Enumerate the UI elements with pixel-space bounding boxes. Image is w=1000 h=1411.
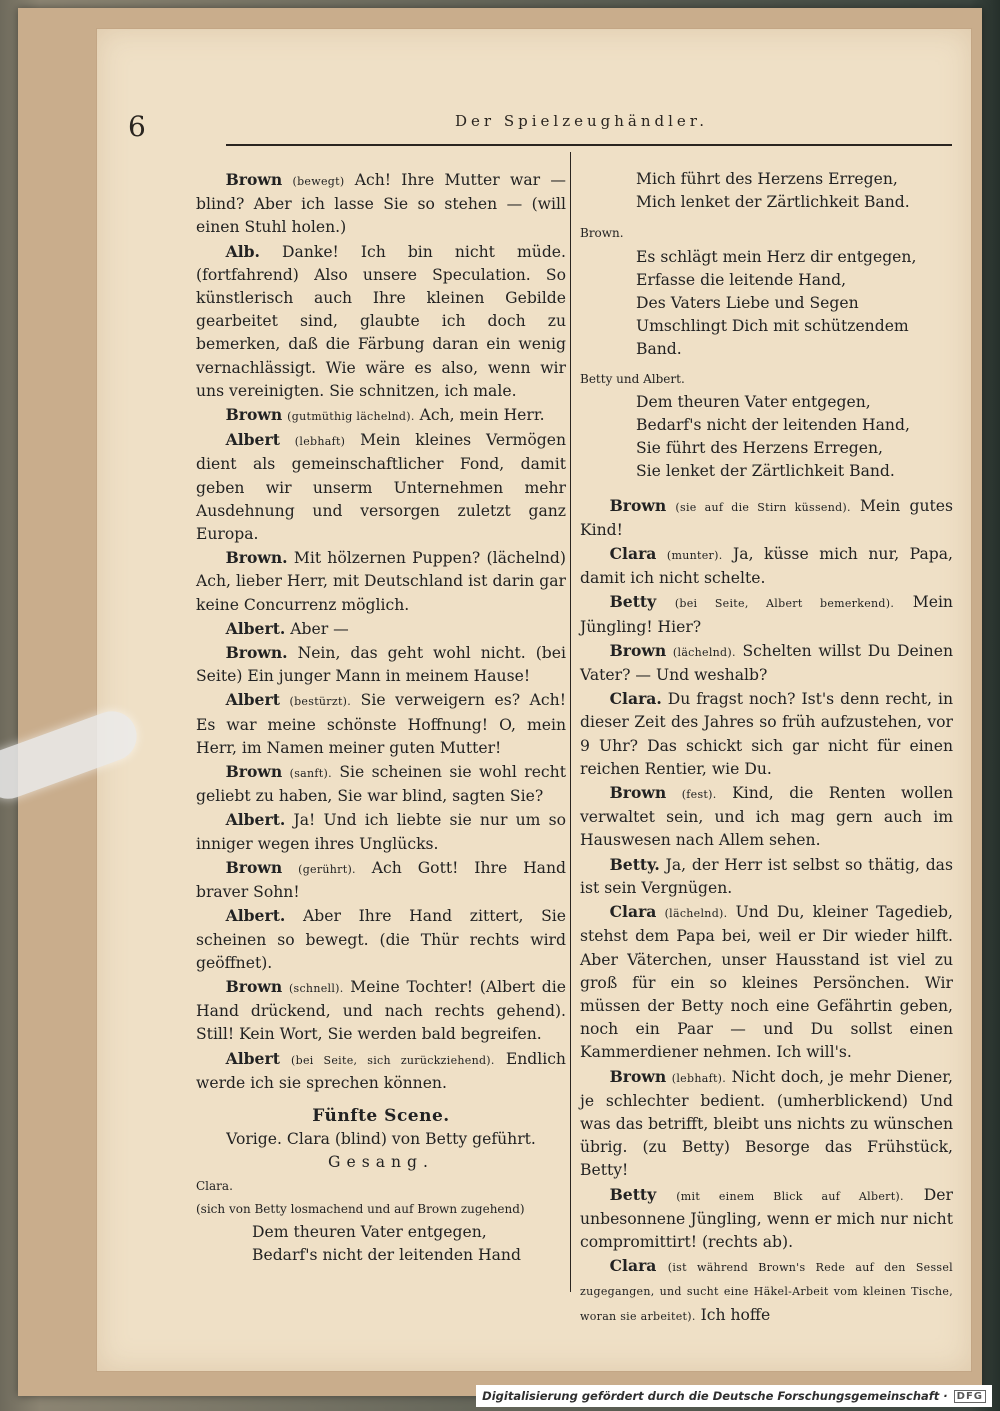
- singer-clara: Clara.: [196, 1178, 233, 1193]
- digitization-credit: [476, 1385, 992, 1407]
- verse-line: Dem theuren Vater entgegen,: [252, 1222, 487, 1241]
- dialogue-paragraph: [196, 856, 566, 904]
- dialogue-paragraph: [580, 542, 953, 590]
- verse-line: Es schlägt mein Herz dir entgegen,: [636, 247, 917, 266]
- dialogue-paragraph: [196, 641, 566, 688]
- dialogue-paragraph: [580, 900, 953, 1064]
- stage-direction: (bei Seite, Albert bemerkend).: [674, 597, 895, 611]
- stage-direction: (bestürzt).: [289, 695, 352, 709]
- dialogue-paragraph: [196, 617, 566, 641]
- dialogue-paragraph: [196, 975, 566, 1047]
- speaker-name: Brown: [609, 783, 667, 803]
- dialogue-text: Ja, der Herr ist selbst so thätig, das ist sein Vergnügen.: [580, 855, 953, 897]
- speaker-name: Clara: [609, 1256, 657, 1276]
- dialogue-text: Meine Tochter! (Albert die Hand drückend, und nach rechts gehend). Still! Kein Wort, Sie werden bald begreifen.: [196, 977, 566, 1044]
- stage-direction: (bewegt): [292, 175, 345, 188]
- verse-line: Bedarf's nicht der leitenden Hand: [252, 1246, 521, 1265]
- verse-clara-cont: [636, 168, 953, 214]
- speaker-name: Brown: [609, 640, 667, 660]
- dialogue-text: Ich hoffe: [700, 1305, 771, 1324]
- dialogue-paragraph: [580, 639, 953, 687]
- dialogue-paragraph: [196, 403, 566, 428]
- speaker-name: Brown: [609, 1066, 667, 1086]
- speaker-name: Albert: [225, 1048, 280, 1068]
- stage-direction: (fest).: [681, 788, 717, 802]
- dialogue-paragraph: [196, 1047, 566, 1095]
- dialogue-paragraph: [580, 853, 953, 900]
- stage-direction: (bei Seite, sich zurückziehend).: [291, 1053, 495, 1067]
- speaker-name: Betty: [609, 592, 657, 612]
- stage-direction: (lebhaft).: [671, 1071, 727, 1085]
- speaker-name: Brown: [225, 976, 283, 996]
- speaker-name: Albert.: [225, 810, 286, 830]
- stage-direction: (lächelnd).: [672, 645, 736, 659]
- verse-line: Des Vaters Liebe und Segen: [636, 294, 859, 313]
- stage-direction: (lächelnd).: [664, 907, 728, 921]
- stage-direction: (sich von Betty losmachend und auf Brown zugehend): [196, 1201, 525, 1216]
- singer-brown: Brown.: [580, 226, 624, 241]
- speaker-name: Betty.: [609, 854, 660, 874]
- dialogue-paragraph: [196, 760, 566, 808]
- speaker-name: Brown: [225, 762, 283, 782]
- verse-line: Sie lenket der Zärtlichkeit Band.: [636, 462, 895, 481]
- dialogue-text: Du fragst noch? Ist's denn recht, in dieser Zeit des Jahres so früh aufzustehen, vor 9 Uhr? Das schickt sich gar nicht für einen reichen Rentier, wie Du.: [580, 690, 953, 778]
- dialogue-paragraph: [580, 687, 953, 781]
- dialogue-text: Mein kleines Vermögen dient als gemeinschaftlicher Fond, damit geben wir unserm Unternehmen mehr Ausdehnung und versorgen zuletzt ganz Europa.: [196, 431, 566, 544]
- speaker-name: Alb.: [225, 241, 260, 261]
- verse-line: Umschlingt Dich mit schützendem Band.: [636, 317, 909, 359]
- dialogue-text: Und Du, kleiner Tagedieb, stehst dem Papa bei, weil er Dir wieder hilft. Aber Väterchen, unser Hausstand ist viel zu groß für ein so kleines Persönchen. Wir müssen der Betty noch eine Gefährtin geben, noch ein Paar — und Du sollst einen Kammerdiener nehmen. Ich will's.: [580, 903, 953, 1062]
- dialogue-paragraph: [580, 590, 953, 638]
- dialogue-text: Nicht doch, je mehr Diener, je schlechter bedient. (umherblickend) Und was das betrifft, bleibt uns nichts zu wünschen übrig. (zu Betty) Besorge das Frühstück, Betty!: [580, 1067, 953, 1180]
- dialogue-text: Ach Gott! Ihre Hand braver Sohn!: [196, 858, 566, 902]
- verse-brown: [636, 246, 953, 362]
- stage-direction: (gerührt).: [298, 862, 356, 876]
- verse-line: Dem theuren Vater entgegen,: [636, 392, 871, 411]
- speaker-name: Brown: [609, 495, 667, 515]
- stage-direction: (mit einem Blick auf Albert).: [676, 1189, 904, 1203]
- scene-title: Fünfte Scene.: [312, 1105, 450, 1126]
- dialogue-text: Sie verweigern es? Ach! Es war meine schönste Hoffnung! O, mein Herr, im Namen meiner guten Mutter!: [196, 691, 566, 757]
- speaker-name: Brown: [225, 857, 283, 877]
- stage-direction: (gutmüthig lächelnd).: [287, 410, 415, 424]
- dialogue-text: Kind, die Renten wollen verwaltet sein, und ich mag gern auch im Hauswesen nach Allem sehen.: [580, 784, 953, 850]
- stage-direction: (sanft).: [289, 767, 332, 781]
- right-dialogue: [580, 494, 953, 1328]
- verse-line: Mich lenket der Zärtlichkeit Band.: [636, 193, 910, 212]
- singer-betty-albert: Betty und Albert.: [580, 371, 685, 386]
- dialogue-paragraph: [580, 1254, 953, 1328]
- dialogue-paragraph: [196, 428, 566, 546]
- song-heading: Gesang.: [328, 1153, 434, 1172]
- dialogue-paragraph: [196, 904, 566, 975]
- dfg-logo: DFG: [954, 1390, 986, 1403]
- header-rule: [226, 144, 952, 146]
- dialogue-text: Danke! Ich bin nicht müde. (fortfahrend) Also unsere Speculation. So künstlerisch auch Ihre kleinen Gebilde gearbeitet sind, glaubte ich doch zu bemerken, daß die Färbung daran ein wenig vernachlässigt. Wie wäre es also, wenn wir uns vereinigten. Sie schnitzen, ich male.: [196, 242, 566, 400]
- speaker-name: Albert: [225, 690, 280, 710]
- speaker-name: Brown: [225, 405, 283, 425]
- scene-persons: Vorige. Clara (blind) von Betty geführt.: [226, 1130, 536, 1149]
- left-dialogue: [196, 168, 566, 1095]
- dialogue-paragraph: [580, 494, 953, 542]
- page-number: 6: [128, 110, 146, 143]
- dialogue-paragraph: [196, 168, 566, 240]
- dialogue-paragraph: [196, 808, 566, 855]
- left-column: [196, 168, 566, 1267]
- dialogue-text: Sie scheinen sie wohl recht geliebt zu haben, Sie war blind, sagten Sie?: [196, 763, 566, 806]
- speaker-name: Albert.: [225, 906, 286, 926]
- speaker-name: Albert.: [225, 618, 286, 638]
- speaker-name: Brown.: [225, 643, 288, 663]
- right-column: [580, 168, 953, 1328]
- dialogue-text: Ach, mein Herr.: [419, 406, 545, 425]
- dialogue-paragraph: [580, 781, 953, 853]
- stage-direction: (ist während Brown's Rede auf den Sessel zugegangen, und sucht eine Häkel-Arbeit vom kleinen Tische, woran sie arbeitet).: [580, 1261, 953, 1323]
- speaker-name: Betty: [609, 1184, 657, 1204]
- dialogue-text: Schelten willst Du Deinen Vater? — Und weshalb?: [580, 641, 953, 685]
- speaker-name: Clara: [609, 544, 657, 564]
- dialogue-text: Nein, das geht wohl nicht. (bei Seite) Ein junger Mann in meinem Hause!: [196, 644, 566, 686]
- dialogue-text: Mein gutes Kind!: [580, 496, 953, 539]
- dialogue-text: Aber Ihre Hand zittert, Sie scheinen so bewegt. (die Thür rechts wird geöffnet).: [196, 907, 566, 972]
- stage-direction: (sie auf die Stirn küssend).: [675, 500, 851, 514]
- dialogue-paragraph: [580, 1065, 953, 1183]
- credit-text: Digitalisierung gefördert durch die Deutsche Forschungsgemeinschaft ·: [482, 1389, 948, 1403]
- stage-direction: (lebhaft): [294, 435, 346, 449]
- speaker-name: Brown: [225, 170, 283, 189]
- speaker-name: Clara: [609, 902, 657, 922]
- dialogue-paragraph: [580, 1183, 953, 1255]
- speaker-name: Brown.: [225, 548, 288, 568]
- dialogue-text: Mit hölzernen Puppen? (lächelnd) Ach, lieber Herr, mit Deutschland ist darin gar keine Concurrenz möglich.: [196, 549, 566, 614]
- speaker-name: Albert: [225, 430, 280, 450]
- verse-line: Sie führt des Herzens Erregen,: [636, 439, 884, 458]
- verse-line: Bedarf's nicht der leitenden Hand,: [636, 416, 910, 435]
- verse-betty-albert: [636, 391, 953, 484]
- dialogue-paragraph: [196, 688, 566, 760]
- dialogue-text: Aber —: [290, 619, 349, 638]
- speaker-name: Clara.: [609, 689, 662, 709]
- dialogue-text: Ach! Ihre Mutter war — blind? Aber ich lasse Sie so stehen — (will einen Stuhl holen.): [196, 171, 566, 237]
- dialogue-text: Endlich werde ich sie sprechen können.: [196, 1049, 566, 1092]
- running-title: Der Spielzeughändler.: [455, 112, 709, 130]
- dialogue-paragraph: [196, 546, 566, 617]
- dialogue-text: Der unbesonnene Jüngling, wenn er mich nur nicht compromittirt! (rechts ab).: [580, 1185, 953, 1251]
- stage-direction: (munter).: [666, 549, 723, 563]
- dialogue-paragraph: [196, 240, 566, 403]
- column-divider: [570, 152, 571, 1292]
- verse-clara: [252, 1221, 566, 1267]
- dialogue-text: Ja, küsse mich nur, Papa, damit ich nicht schelte.: [580, 545, 953, 588]
- dialogue-text: Ja! Und ich liebte sie nur um so inniger wegen ihres Unglücks.: [196, 811, 566, 853]
- verse-line: Mich führt des Herzens Erregen,: [636, 170, 898, 188]
- dialogue-text: Mein Jüngling! Hier?: [580, 593, 953, 636]
- stage-direction: (schnell).: [288, 981, 344, 995]
- verse-line: Erfasse die leitende Hand,: [636, 270, 847, 289]
